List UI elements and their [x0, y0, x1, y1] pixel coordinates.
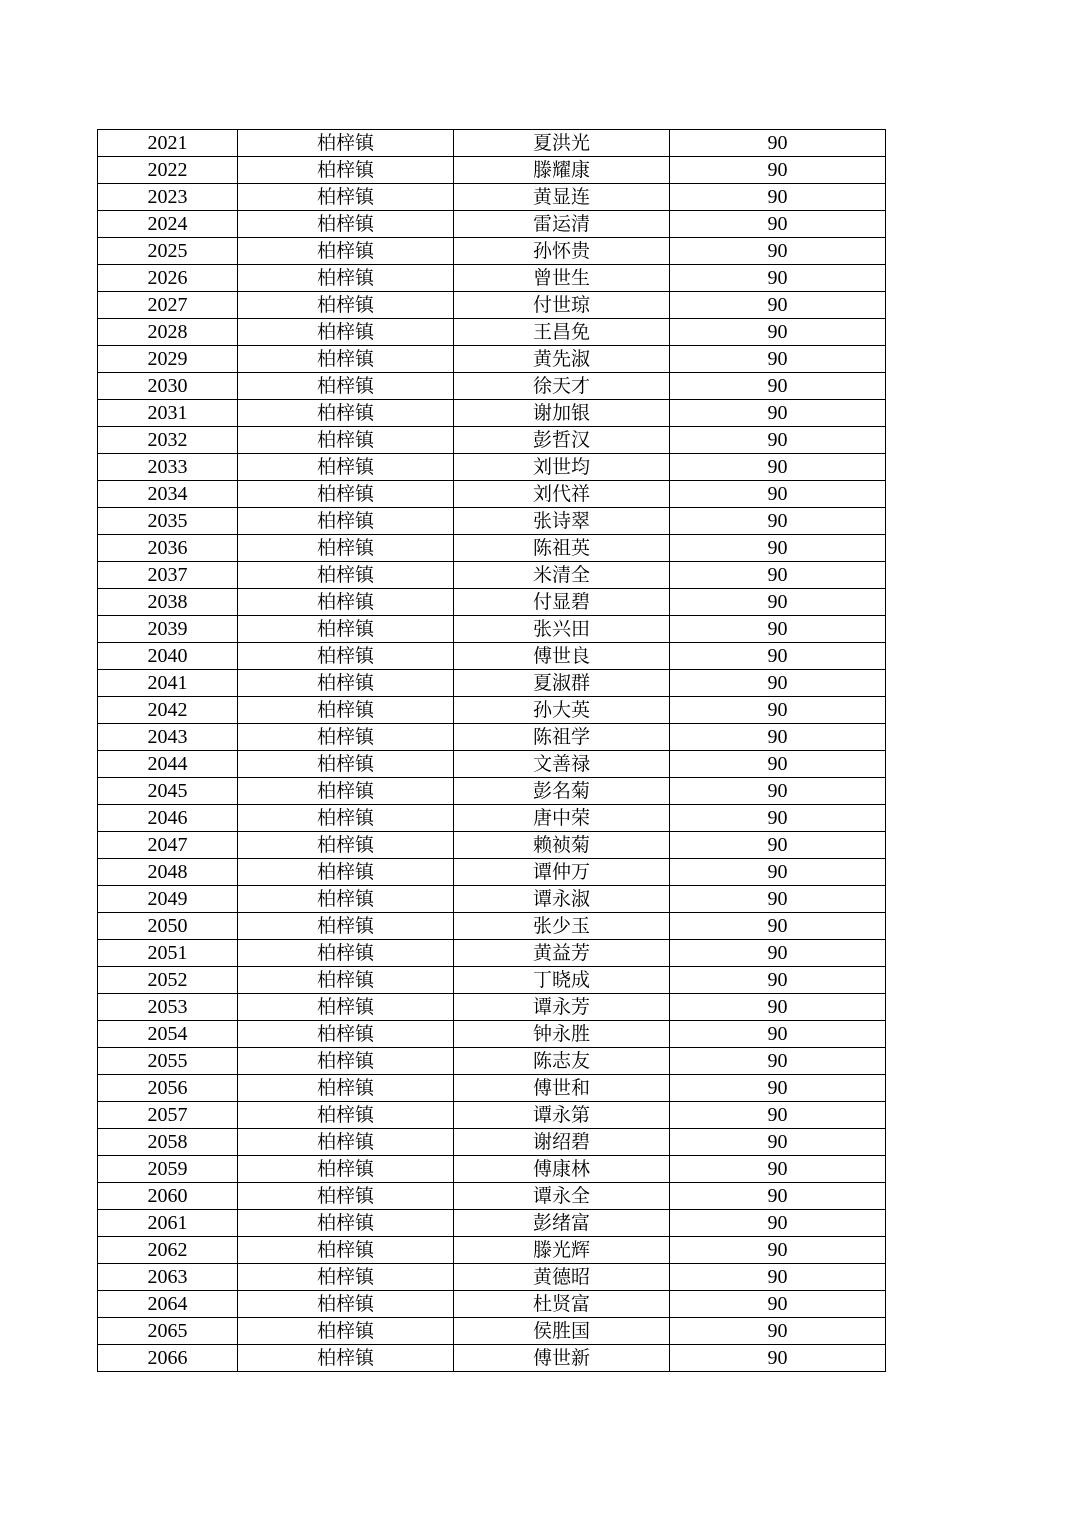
name-cell: 王昌免 [454, 319, 670, 346]
score-cell: 90 [670, 1345, 886, 1372]
name-cell: 黄先淑 [454, 346, 670, 373]
name-cell: 傅世和 [454, 1075, 670, 1102]
table-row [98, 616, 886, 643]
town-cell: 柏梓镇 [238, 994, 454, 1021]
name-cell: 彭名菊 [454, 778, 670, 805]
score-cell: 90 [670, 589, 886, 616]
score-cell: 90 [670, 886, 886, 913]
serial-number-cell: 2040 [98, 643, 238, 670]
score-cell: 90 [670, 454, 886, 481]
town-cell: 柏梓镇 [238, 751, 454, 778]
score-cell: 90 [670, 373, 886, 400]
score-cell: 90 [670, 1075, 886, 1102]
table-row [98, 859, 886, 886]
name-cell: 谭永第 [454, 1102, 670, 1129]
table-row [98, 751, 886, 778]
town-cell: 柏梓镇 [238, 1210, 454, 1237]
name-cell: 丁晓成 [454, 967, 670, 994]
town-cell: 柏梓镇 [238, 400, 454, 427]
serial-number-cell: 2051 [98, 940, 238, 967]
table-row [98, 535, 886, 562]
score-cell: 90 [670, 805, 886, 832]
name-cell: 黄显连 [454, 184, 670, 211]
score-cell: 90 [670, 724, 886, 751]
table-row [98, 1129, 886, 1156]
name-cell: 黄益芳 [454, 940, 670, 967]
town-cell: 柏梓镇 [238, 454, 454, 481]
town-cell: 柏梓镇 [238, 1183, 454, 1210]
serial-number-cell: 2033 [98, 454, 238, 481]
town-cell: 柏梓镇 [238, 859, 454, 886]
name-cell: 孙大英 [454, 697, 670, 724]
table-row [98, 400, 886, 427]
name-cell: 谢加银 [454, 400, 670, 427]
serial-number-cell: 2032 [98, 427, 238, 454]
table-row [98, 481, 886, 508]
table-row [98, 157, 886, 184]
town-cell: 柏梓镇 [238, 481, 454, 508]
town-cell: 柏梓镇 [238, 373, 454, 400]
serial-number-cell: 2048 [98, 859, 238, 886]
town-cell: 柏梓镇 [238, 940, 454, 967]
score-cell: 90 [670, 562, 886, 589]
score-cell: 90 [670, 940, 886, 967]
name-cell: 谭永芳 [454, 994, 670, 1021]
name-cell: 陈祖学 [454, 724, 670, 751]
score-cell: 90 [670, 346, 886, 373]
name-cell: 陈志友 [454, 1048, 670, 1075]
town-cell: 柏梓镇 [238, 427, 454, 454]
score-cell: 90 [670, 1210, 886, 1237]
table-row [98, 265, 886, 292]
name-cell: 唐中荣 [454, 805, 670, 832]
serial-number-cell: 2025 [98, 238, 238, 265]
serial-number-cell: 2066 [98, 1345, 238, 1372]
table-row [98, 1048, 886, 1075]
table-row [98, 913, 886, 940]
score-cell: 90 [670, 913, 886, 940]
town-cell: 柏梓镇 [238, 1048, 454, 1075]
serial-number-cell: 2060 [98, 1183, 238, 1210]
table-row [98, 292, 886, 319]
score-cell: 90 [670, 427, 886, 454]
name-cell: 谭永淑 [454, 886, 670, 913]
town-cell: 柏梓镇 [238, 562, 454, 589]
name-cell: 黄德昭 [454, 1264, 670, 1291]
table-row [98, 184, 886, 211]
name-cell: 张少玉 [454, 913, 670, 940]
table-row [98, 886, 886, 913]
score-cell: 90 [670, 211, 886, 238]
town-cell: 柏梓镇 [238, 1156, 454, 1183]
serial-number-cell: 2038 [98, 589, 238, 616]
town-cell: 柏梓镇 [238, 265, 454, 292]
name-cell: 赖祯菊 [454, 832, 670, 859]
town-cell: 柏梓镇 [238, 1102, 454, 1129]
serial-number-cell: 2057 [98, 1102, 238, 1129]
table-row [98, 1156, 886, 1183]
table-body [98, 130, 886, 1372]
table-row [98, 427, 886, 454]
score-cell: 90 [670, 238, 886, 265]
serial-number-cell: 2054 [98, 1021, 238, 1048]
score-cell: 90 [670, 697, 886, 724]
serial-number-cell: 2028 [98, 319, 238, 346]
table-row [98, 1318, 886, 1345]
serial-number-cell: 2037 [98, 562, 238, 589]
score-cell: 90 [670, 319, 886, 346]
town-cell: 柏梓镇 [238, 832, 454, 859]
name-cell: 刘世均 [454, 454, 670, 481]
name-cell: 曾世生 [454, 265, 670, 292]
table-row [98, 1102, 886, 1129]
table-row [98, 346, 886, 373]
score-cell: 90 [670, 643, 886, 670]
town-cell: 柏梓镇 [238, 157, 454, 184]
serial-number-cell: 2049 [98, 886, 238, 913]
name-cell: 彭绪富 [454, 1210, 670, 1237]
score-cell: 90 [670, 1021, 886, 1048]
table-row [98, 697, 886, 724]
serial-number-cell: 2023 [98, 184, 238, 211]
serial-number-cell: 2064 [98, 1291, 238, 1318]
serial-number-cell: 2021 [98, 130, 238, 157]
serial-number-cell: 2022 [98, 157, 238, 184]
name-cell: 谢绍碧 [454, 1129, 670, 1156]
serial-number-cell: 2065 [98, 1318, 238, 1345]
town-cell: 柏梓镇 [238, 238, 454, 265]
table-row [98, 994, 886, 1021]
town-cell: 柏梓镇 [238, 643, 454, 670]
table-row [98, 373, 886, 400]
town-cell: 柏梓镇 [238, 589, 454, 616]
table-row [98, 1021, 886, 1048]
town-cell: 柏梓镇 [238, 184, 454, 211]
town-cell: 柏梓镇 [238, 1345, 454, 1372]
score-cell: 90 [670, 1237, 886, 1264]
score-cell: 90 [670, 1156, 886, 1183]
table-row [98, 211, 886, 238]
town-cell: 柏梓镇 [238, 670, 454, 697]
serial-number-cell: 2053 [98, 994, 238, 1021]
town-cell: 柏梓镇 [238, 1129, 454, 1156]
serial-number-cell: 2034 [98, 481, 238, 508]
town-cell: 柏梓镇 [238, 1237, 454, 1264]
score-cell: 90 [670, 994, 886, 1021]
table-row [98, 562, 886, 589]
town-cell: 柏梓镇 [238, 535, 454, 562]
name-cell: 夏洪光 [454, 130, 670, 157]
name-cell: 张诗翠 [454, 508, 670, 535]
serial-number-cell: 2047 [98, 832, 238, 859]
table-row [98, 940, 886, 967]
table-row [98, 238, 886, 265]
town-cell: 柏梓镇 [238, 886, 454, 913]
table-row [98, 1264, 886, 1291]
score-cell: 90 [670, 1183, 886, 1210]
table-row [98, 643, 886, 670]
name-cell: 傅康林 [454, 1156, 670, 1183]
score-cell: 90 [670, 670, 886, 697]
score-cell: 90 [670, 778, 886, 805]
name-cell: 文善禄 [454, 751, 670, 778]
town-cell: 柏梓镇 [238, 292, 454, 319]
town-cell: 柏梓镇 [238, 724, 454, 751]
serial-number-cell: 2046 [98, 805, 238, 832]
score-cell: 90 [670, 292, 886, 319]
name-cell: 米清全 [454, 562, 670, 589]
town-cell: 柏梓镇 [238, 1075, 454, 1102]
score-cell: 90 [670, 1129, 886, 1156]
name-cell: 谭仲万 [454, 859, 670, 886]
town-cell: 柏梓镇 [238, 346, 454, 373]
score-cell: 90 [670, 1291, 886, 1318]
town-cell: 柏梓镇 [238, 1318, 454, 1345]
town-cell: 柏梓镇 [238, 508, 454, 535]
table-row [98, 805, 886, 832]
serial-number-cell: 2044 [98, 751, 238, 778]
score-cell: 90 [670, 1048, 886, 1075]
town-cell: 柏梓镇 [238, 913, 454, 940]
serial-number-cell: 2042 [98, 697, 238, 724]
serial-number-cell: 2062 [98, 1237, 238, 1264]
score-cell: 90 [670, 832, 886, 859]
name-cell: 杜贤富 [454, 1291, 670, 1318]
table-row [98, 454, 886, 481]
name-cell: 傅世良 [454, 643, 670, 670]
name-cell: 陈祖英 [454, 535, 670, 562]
name-cell: 付显碧 [454, 589, 670, 616]
name-cell: 侯胜国 [454, 1318, 670, 1345]
score-cell: 90 [670, 508, 886, 535]
serial-number-cell: 2027 [98, 292, 238, 319]
score-cell: 90 [670, 535, 886, 562]
score-cell: 90 [670, 400, 886, 427]
name-cell: 刘代祥 [454, 481, 670, 508]
serial-number-cell: 2031 [98, 400, 238, 427]
town-cell: 柏梓镇 [238, 130, 454, 157]
serial-number-cell: 2043 [98, 724, 238, 751]
score-cell: 90 [670, 751, 886, 778]
score-cell: 90 [670, 1318, 886, 1345]
score-cell: 90 [670, 157, 886, 184]
name-cell: 雷运清 [454, 211, 670, 238]
serial-number-cell: 2039 [98, 616, 238, 643]
name-cell: 张兴田 [454, 616, 670, 643]
town-cell: 柏梓镇 [238, 697, 454, 724]
score-cell: 90 [670, 265, 886, 292]
table-row [98, 1210, 886, 1237]
serial-number-cell: 2041 [98, 670, 238, 697]
serial-number-cell: 2055 [98, 1048, 238, 1075]
serial-number-cell: 2024 [98, 211, 238, 238]
serial-number-cell: 2050 [98, 913, 238, 940]
serial-number-cell: 2026 [98, 265, 238, 292]
town-cell: 柏梓镇 [238, 211, 454, 238]
name-cell: 钟永胜 [454, 1021, 670, 1048]
town-cell: 柏梓镇 [238, 1291, 454, 1318]
table-row [98, 1237, 886, 1264]
name-cell: 滕光辉 [454, 1237, 670, 1264]
table-row [98, 1345, 886, 1372]
serial-number-cell: 2030 [98, 373, 238, 400]
score-cell: 90 [670, 859, 886, 886]
serial-number-cell: 2056 [98, 1075, 238, 1102]
serial-number-cell: 2036 [98, 535, 238, 562]
serial-number-cell: 2045 [98, 778, 238, 805]
table-row [98, 778, 886, 805]
name-cell: 徐天才 [454, 373, 670, 400]
name-cell: 彭哲汉 [454, 427, 670, 454]
score-cell: 90 [670, 481, 886, 508]
town-cell: 柏梓镇 [238, 778, 454, 805]
table-row [98, 508, 886, 535]
table-row [98, 1291, 886, 1318]
name-cell: 傅世新 [454, 1345, 670, 1372]
name-cell: 谭永全 [454, 1183, 670, 1210]
score-cell: 90 [670, 1264, 886, 1291]
town-cell: 柏梓镇 [238, 319, 454, 346]
table-row [98, 130, 886, 157]
table-row [98, 589, 886, 616]
score-cell: 90 [670, 616, 886, 643]
table-row [98, 1075, 886, 1102]
table-row [98, 670, 886, 697]
town-cell: 柏梓镇 [238, 616, 454, 643]
table-row [98, 1183, 886, 1210]
table-row [98, 724, 886, 751]
serial-number-cell: 2063 [98, 1264, 238, 1291]
score-cell: 90 [670, 967, 886, 994]
score-cell: 90 [670, 184, 886, 211]
table-row [98, 967, 886, 994]
table-row [98, 832, 886, 859]
serial-number-cell: 2052 [98, 967, 238, 994]
town-cell: 柏梓镇 [238, 967, 454, 994]
score-cell: 90 [670, 130, 886, 157]
serial-number-cell: 2058 [98, 1129, 238, 1156]
serial-number-cell: 2059 [98, 1156, 238, 1183]
serial-number-cell: 2061 [98, 1210, 238, 1237]
score-cell: 90 [670, 1102, 886, 1129]
name-cell: 付世琼 [454, 292, 670, 319]
serial-number-cell: 2035 [98, 508, 238, 535]
name-cell: 夏淑群 [454, 670, 670, 697]
town-cell: 柏梓镇 [238, 805, 454, 832]
data-table [97, 129, 886, 1372]
serial-number-cell: 2029 [98, 346, 238, 373]
name-cell: 滕耀康 [454, 157, 670, 184]
town-cell: 柏梓镇 [238, 1021, 454, 1048]
town-cell: 柏梓镇 [238, 1264, 454, 1291]
name-cell: 孙怀贵 [454, 238, 670, 265]
table-row [98, 319, 886, 346]
